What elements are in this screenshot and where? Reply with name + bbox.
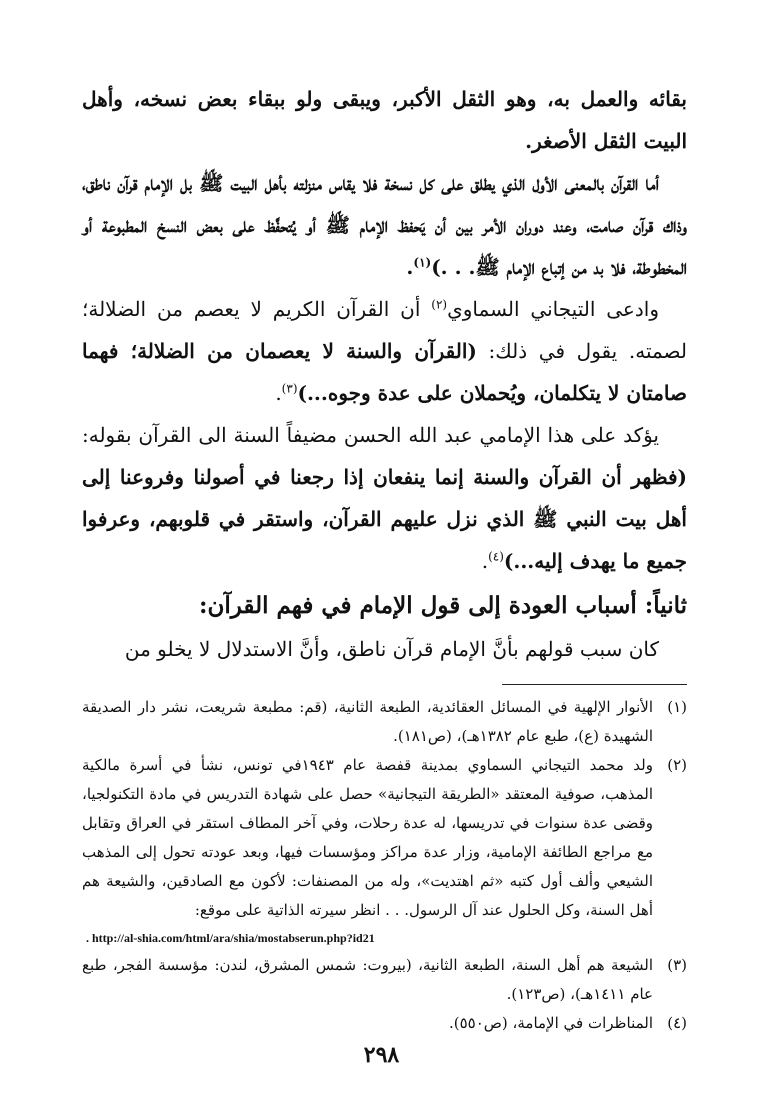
paragraph-tijani: وادعى التيجاني السماوي$^{(٢)}$ أن القرآن الكريم لا يعصم من الضلالة؛ لصمته. يقول في ذلك: (القرآن والسنة لا يعصمان من الضلالة؛ فهما صامتان لا يتكلمان، ويُحملان على عدة وجوه...)$^{(٣)}$. [82, 297, 687, 405]
footnote-ref-3[interactable]: (٣) [281, 381, 298, 396]
footnote-text: الشيعة هم أهل السنة، الطبعة الثانية، (بيروت: شمس المشرق، لندن: مؤسسة الفجر، طبع عام ١٤١١هـ)، (ص١٢٣). [82, 956, 653, 1003]
footnote-number: (١) [667, 698, 687, 716]
footnote-text: المناظرات في الإمامة، (ص٥٥٠). [448, 1014, 653, 1032]
section-heading: ثانياً: أسباب العودة إلى قول الإمام في فهم القرآن: [198, 592, 687, 619]
footnote-ref-4[interactable]: (٤) [488, 549, 504, 564]
paragraph-continuation: بقائه والعمل به، وهو الثقل الأكبر، ويبقى ولو ببقاء بعض نسخه، وأهل البيت الثقل الأصغر. [82, 87, 687, 153]
paragraph-abdullah-hasan: يؤكد على هذا الإمامي عبد الله الحسن مضيفاً السنة الى القرآن بقوله: (فظهر أن القرآن والسنة إنما ينفعان إذا رجعنا في أصولنا وفروعنا إلى أهل بيت النبي ﷺ الذي نزل عليهم القرآن، واستقر في قلوبهم، وعرفوا جميع ما يهدف إليه...)$^{(٤)}$. [82, 423, 687, 573]
footnote-1 [82, 693, 687, 751]
footnotes [82, 693, 687, 1038]
footnote-separator [502, 684, 687, 685]
footnote-3 [82, 951, 687, 1009]
footnote-text: ولد محمد التيجاني السماوي بمدينة قفصة عام ١٩٤٣في تونس، نشأ في أسرة مالكية المذهب، صوفية المعتقد «الطريقة التيجانية» حصل على شهادة التدريس في مادة التكنولجيا، وقضى عدة سنوات في تدريسها، له عدة رحلات، وفي آخر المطاف استقر في العراق وتقابل مع مراجع الطائفة الإمامية، وزار عدة مراكز ومؤسسات فيها، وبعد عودته تحول إلى المذهب الشيعي وألف أول كتبه «ثم اهتديت»، وله من المصنفات: لأكون مع الصادقين، والشيعة هم أهل السنة، وكل الحلول عند آل الرسول. . . انظر سيرته الذاتية على موقع: [82, 756, 653, 919]
footnote-url-link[interactable]: . http://al-shia.com/html/ara/shia/mostabserun.php?id21 [86, 931, 375, 945]
footnote-4 [82, 1009, 687, 1038]
footnote-number: (٣) [667, 956, 687, 974]
footnote-number: (٤) [667, 1014, 687, 1032]
paragraph-reasons: كان سبب قولهم بأنَّ الإمام قرآن ناطق، وأنَّ الاستدلال لا يخلو من [124, 637, 659, 661]
tijani-quote: (القرآن والسنة لا يعصمان من الضلالة؛ فهما صامتان لا يتكلمان، ويُحملان على عدة وجوه...) [82, 339, 687, 405]
footnote-2 [82, 751, 687, 925]
paragraph-quran-imam: أما القرآن بالمعنى الأول الذي يطلق على كل نسخة فلا يقاس منزلته بأهل البيت ﷺ بل الإمام قرآن ناطق، وذاك قرآن صامت، وعند دوران الأمر بين أن يَحفظ الإمام ﷺ أو يُتحفَّظ على بعض النسخ المطبوعة أو المخطوطة، فلا بد من إتباع الإمام ﷺ. . .)$^{(١)}$. [82, 171, 687, 279]
footnote-number: (٢) [667, 756, 687, 774]
footnote-ref-1[interactable]: (١) [413, 255, 432, 270]
footnote-ref-2[interactable]: (٢) [431, 297, 448, 312]
footnote-text: الأنوار الإلهية في المسائل العقائدية، الطبعة الثانية، (قم: مطبعة شريعت، نشر دار الصديقة الشهيدة (ع)، طبع عام ١٣٨٢هـ)، (ص١٨١). [82, 698, 653, 745]
abdullah-hasan-quote: (فظهر أن القرآن والسنة إنما ينفعان إذا رجعنا في أصولنا وفروعنا إلى أهل بيت النبي ﷺ الذي نزل عليهم القرآن، واستقر في قلوبهم، وعرفوا جميع ما يهدف إليه...) [82, 465, 687, 573]
page-number: ٢٩٨ [363, 1042, 400, 1068]
